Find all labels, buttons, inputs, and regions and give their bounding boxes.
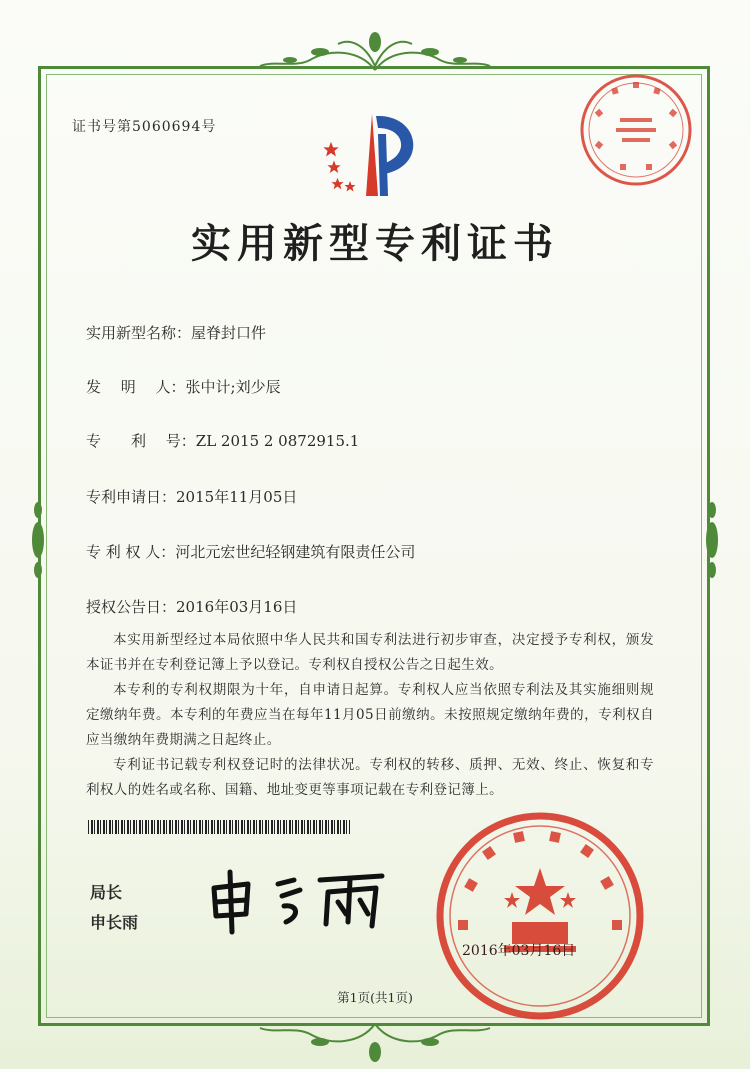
certificate-number: 证书号第5060694号 <box>72 119 217 135</box>
body-paragraph: 专利证书记载专利权登记时的法律状况。专利权的转移、质押、无效、终止、恢复和专利权人的姓名或名称、国籍、地址变更等事项记载在专利登记簿上。 <box>86 757 654 798</box>
field-label: 专利申请日： <box>86 488 177 506</box>
director-name: 申长雨 <box>90 913 139 932</box>
field-inventor <box>86 376 281 397</box>
agency-seal <box>576 70 696 190</box>
body-paragraph: 本实用新型经过本局依照中华人民共和国专利法进行初步审查，决定授予专利权，颁发本证书并在专利登记簿上予以登记。专利权自授权公告之日起生效。 <box>86 632 654 673</box>
field-utility-model-name <box>86 322 266 343</box>
field-label: 发 明 人： <box>86 378 186 396</box>
field-label: 专 利 号： <box>86 432 196 450</box>
certificate-body <box>86 628 654 803</box>
field-value: 2015年11月05日 <box>176 488 298 506</box>
director-signature <box>200 866 390 936</box>
field-patentee <box>86 541 415 562</box>
page-number: 第1页(共1页) <box>337 990 413 1005</box>
certificate-title: 实用新型专利证书 <box>191 220 559 267</box>
field-patent-number <box>86 430 359 451</box>
patent-office-logo <box>310 104 430 204</box>
field-application-date <box>86 486 297 507</box>
barcode <box>88 820 350 834</box>
field-announcement-date <box>86 596 297 617</box>
field-label: 授权公告日： <box>86 598 177 616</box>
seal-date: 2016年03月16日 <box>462 943 576 959</box>
field-value: 张中计;刘少辰 <box>185 378 281 396</box>
body-paragraph: 本专利的专利权期限为十年，自申请日起算。专利权人应当依照专利法及其实施细则规定缴纳年费。本专利的年费应当在每年11月05日前缴纳。未按照规定缴纳年费的，专利权自应当缴纳年费期满之日起终止。 <box>86 682 654 748</box>
field-value: 2016年03月16日 <box>176 598 298 616</box>
field-value: ZL 2015 2 0872915.1 <box>195 432 360 450</box>
director-title: 局长 <box>90 883 123 902</box>
field-label: 专 利 权 人： <box>86 543 176 561</box>
field-value: 屋脊封口件 <box>191 324 267 342</box>
field-label: 实用新型名称： <box>86 324 192 342</box>
field-value: 河北元宏世纪轻钢建筑有限责任公司 <box>175 543 416 561</box>
